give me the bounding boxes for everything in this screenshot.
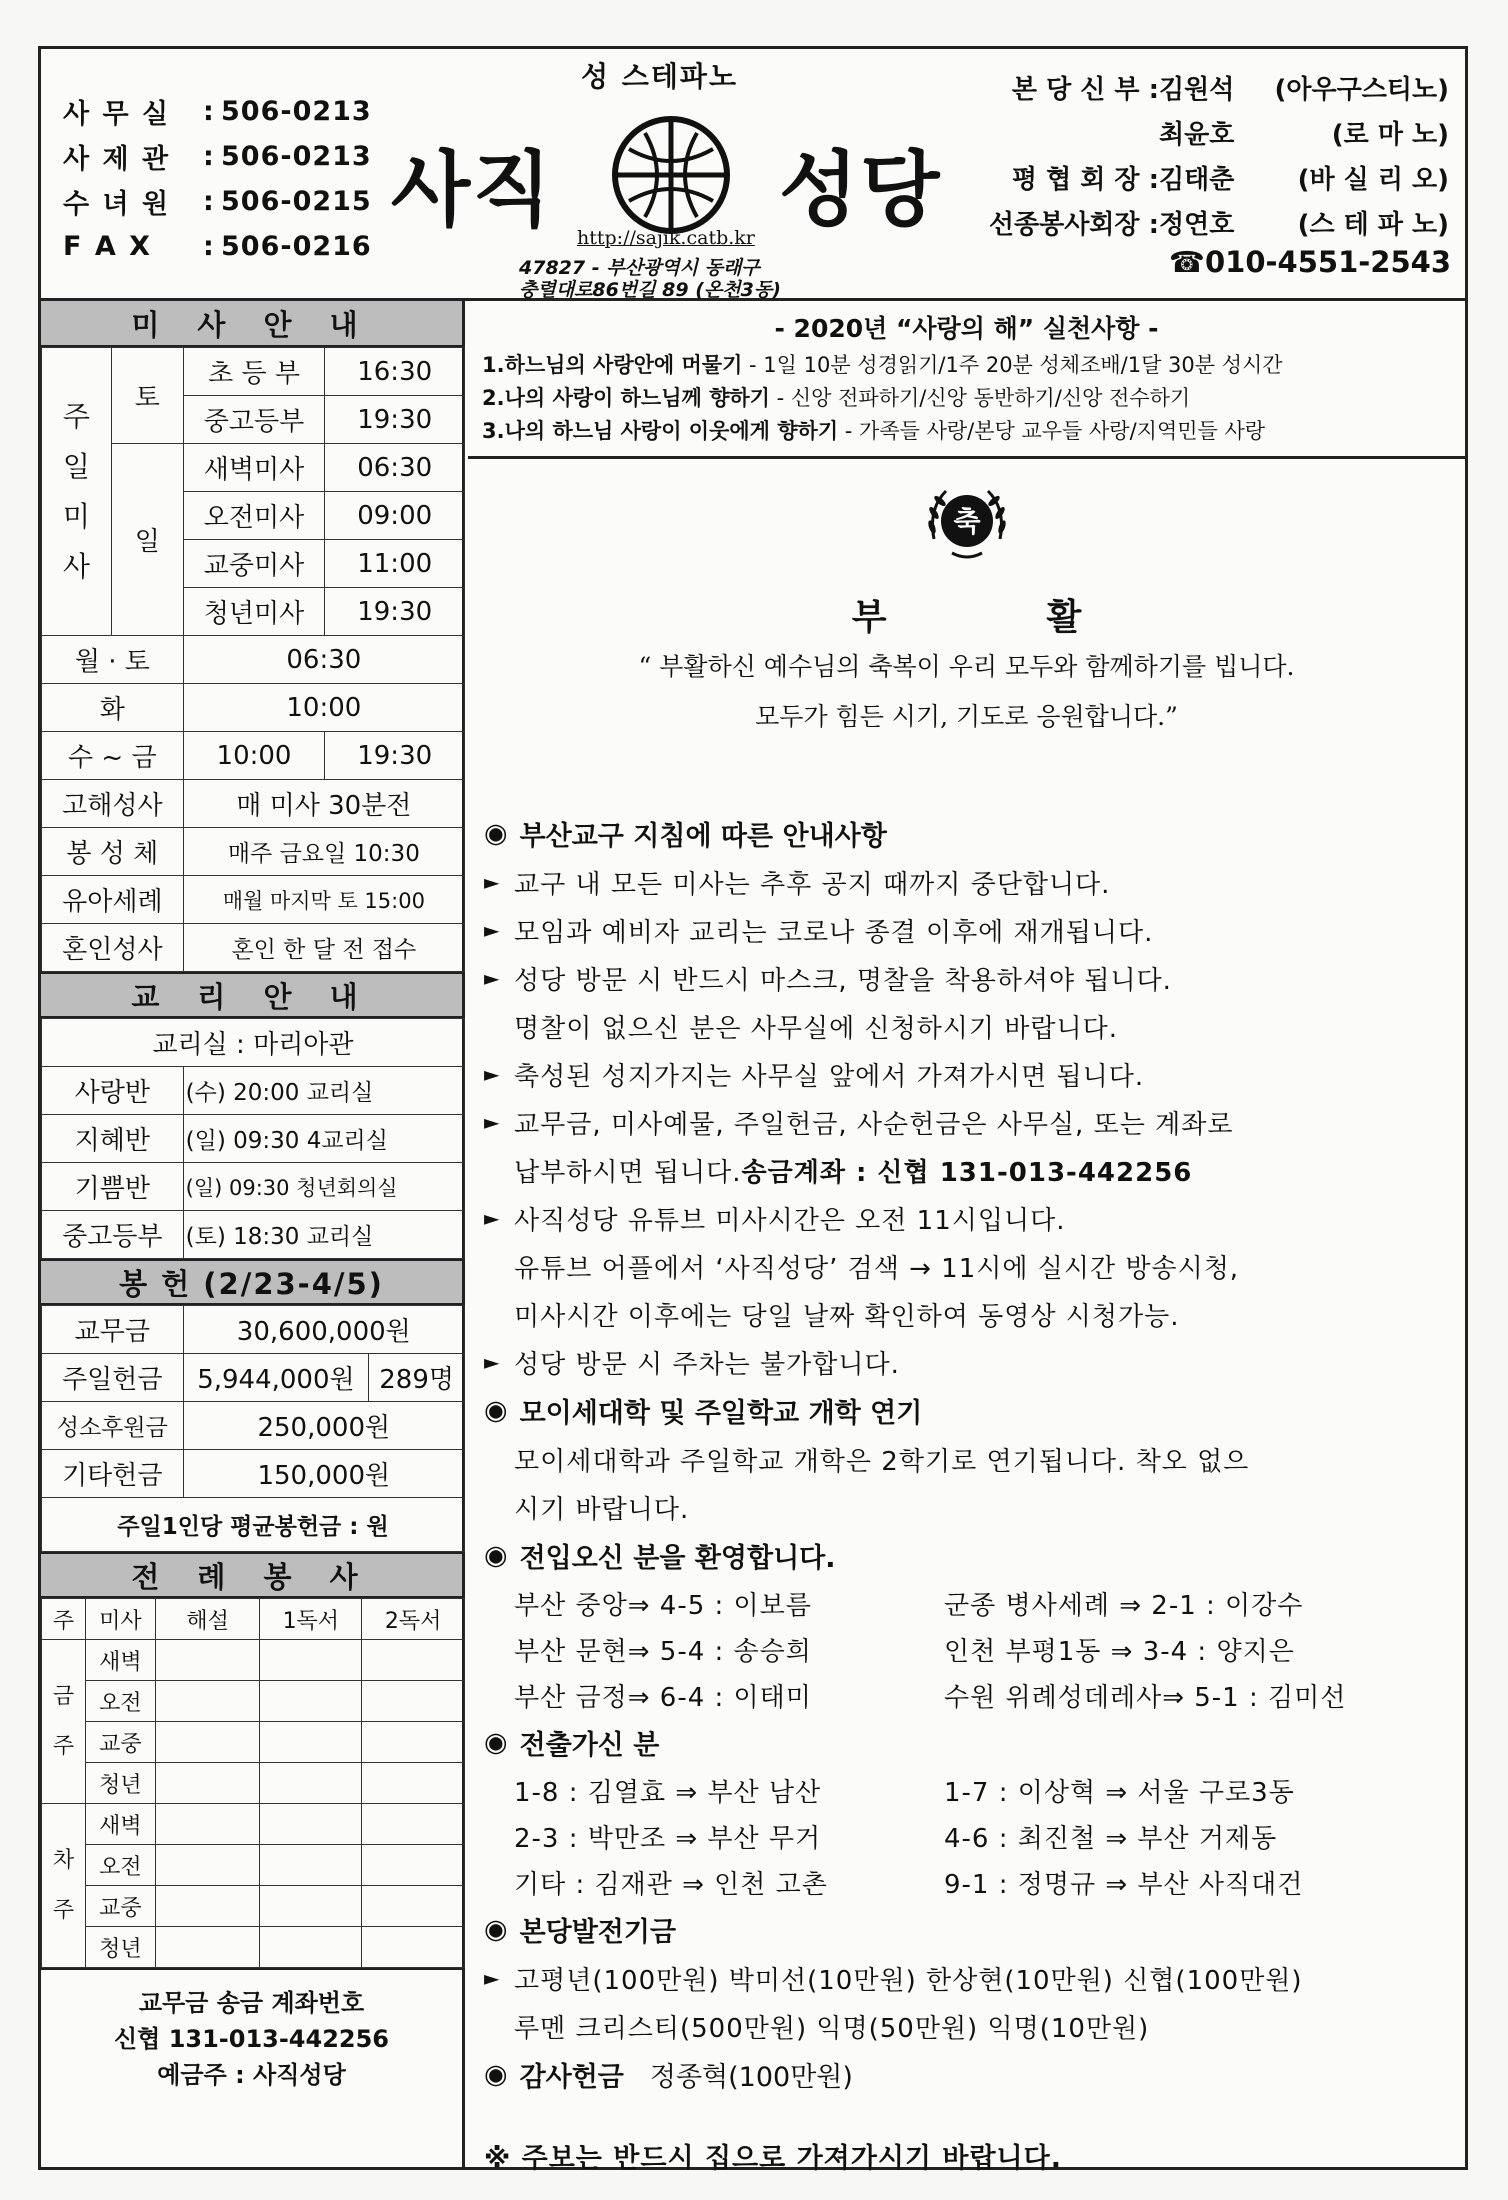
- list-item: [484, 1813, 1454, 1859]
- easter-title: 부활: [851, 597, 1242, 638]
- duty-cell[interactable]: [155, 1722, 260, 1763]
- staff-baptismal: (바 실 리 오): [1297, 165, 1449, 195]
- offering-name: 성소후원금: [42, 1402, 184, 1450]
- target-bullet-icon: ◉: [484, 1540, 508, 1571]
- notices: [484, 809, 1454, 2183]
- contact-number: 506-0216: [221, 231, 372, 262]
- staff-role: 선종봉사회장 :: [988, 210, 1159, 240]
- duty-cell[interactable]: [155, 1681, 260, 1722]
- offering-name: 주일헌금: [42, 1354, 184, 1402]
- triangle-bullet-icon: ►: [484, 1966, 501, 1990]
- notice-heading: [484, 1386, 1454, 1435]
- practice-item-detail: - 1일 10분 성경읽기/1주 20분 성체조배/1달 30분 성시간: [742, 353, 1283, 377]
- staff-name: 최윤호: [1159, 120, 1235, 150]
- sacrament-name: 유아세례: [42, 876, 184, 924]
- offering-amount: 5,944,000원: [183, 1354, 369, 1402]
- mass-time: 19:30: [325, 588, 465, 636]
- patron-saint: 성 스테파노: [581, 60, 738, 93]
- transfer-out-entry: 4-6 : 최진철 ⇒ 부산 거제동: [944, 1823, 1278, 1854]
- notice-text: 모임과 예비자 교리는 코로나 종결 이후에 재개됩니다.: [514, 917, 1154, 948]
- duty-cell[interactable]: [260, 1886, 362, 1927]
- mass-name: 새벽미사: [183, 444, 325, 492]
- notice-heading-text: 전입오신 분을 환영합니다.: [519, 1543, 836, 1574]
- mass-slot: 새벽: [85, 1804, 155, 1845]
- list-item: [484, 1672, 1454, 1718]
- mass-schedule-table: [41, 347, 465, 972]
- notice-text: 축성된 성지가지는 사무실 앞에서 가져가시면 됩니다.: [514, 1061, 1145, 1092]
- duty-cell[interactable]: [260, 1763, 362, 1804]
- catechism-table: [41, 1018, 465, 1259]
- duty-cell[interactable]: [155, 1640, 260, 1681]
- transfer-in-entry: 부산 중앙⇒ 4-5 : 이보름: [514, 1590, 812, 1621]
- duty-cell[interactable]: [362, 1722, 465, 1763]
- list-item: [484, 1580, 1454, 1626]
- easter-message-line-1: “ 부활하신 예수님의 축복이 우리 모두와 함께하기를 빕니다.: [638, 652, 1295, 681]
- contact-rectory: 사 제 관 : 506-0213: [63, 134, 372, 179]
- mass-name: 청년미사: [183, 588, 325, 636]
- mass-slot: 교중: [85, 1722, 155, 1763]
- staff-assistant: [979, 110, 1449, 155]
- table-row: [42, 1450, 465, 1498]
- table-row: [42, 732, 465, 780]
- offering-name: 기타헌금: [42, 1450, 184, 1498]
- table-row: [42, 1306, 465, 1354]
- duty-cell[interactable]: [155, 1804, 260, 1845]
- target-bullet-icon: ◉: [484, 1727, 508, 1758]
- sacrament-name: 고해성사: [42, 780, 184, 828]
- mass-slot: 청년: [85, 1763, 155, 1804]
- class-name: 사랑반: [42, 1067, 184, 1115]
- notice-text: 교무금, 미사예물, 주일헌금, 사순헌금은 사무실, 또는 계좌로: [514, 1109, 1234, 1140]
- notice-heading-text: 전출가신 분: [519, 1730, 660, 1761]
- weekday-time: 06:30: [183, 636, 464, 684]
- this-week-label-text: 금주: [52, 1683, 75, 1759]
- staff-funeral-president: [979, 200, 1449, 245]
- notice-item: [484, 1954, 1454, 2002]
- sacrament-value: 혼인 한 달 전 접수: [183, 924, 464, 972]
- table-row: [42, 1640, 465, 1681]
- table-row: [42, 1763, 465, 1804]
- bank-account-text: 송금계좌 : 신협 131-013-442256: [741, 1157, 1193, 1188]
- account-holder: 예금주 : 사직성당: [157, 2061, 346, 2089]
- duty-cell[interactable]: [155, 1763, 260, 1804]
- transfer-in-entry: 수원 위례성데레사⇒ 5-1 : 김미선: [944, 1682, 1347, 1713]
- table-row: [42, 1402, 465, 1450]
- sunday-label: 일: [111, 444, 183, 636]
- contact-number: 506-0213: [221, 141, 372, 172]
- table-row: [42, 1211, 465, 1259]
- year-practice-box: [468, 301, 1465, 459]
- table-row: [42, 1804, 465, 1845]
- column-header: 주: [42, 1599, 86, 1640]
- column-header: 1독서: [260, 1599, 362, 1640]
- weekday-time: 10:00: [183, 732, 325, 780]
- offering-count: 289명: [369, 1354, 465, 1402]
- table-row: [42, 1927, 465, 1968]
- offering-amount: 250,000원: [183, 1402, 464, 1450]
- contact-label: 수 녀 원: [63, 189, 171, 220]
- transfer-out-entry: 9-1 : 정명규 ⇒ 부산 사직대건: [944, 1869, 1304, 1900]
- table-row: [42, 1354, 465, 1402]
- triangle-bullet-icon: ►: [484, 1110, 501, 1134]
- sacrament-value: 매주 금요일 10:30: [183, 828, 464, 876]
- table-row: [42, 1498, 465, 1552]
- notice-text: 모이세대학과 주일학교 개학은 2학기로 연기됩니다. 착오 없으: [514, 1446, 1250, 1477]
- practice-item: [482, 349, 1451, 382]
- table-row: [42, 1019, 465, 1067]
- notice-text: 교구 내 모든 미사는 추후 공지 때까지 중단합니다.: [514, 869, 1111, 900]
- duty-cell[interactable]: [362, 1886, 465, 1927]
- website-link[interactable]: http://sajik.catb.kr: [577, 227, 755, 249]
- mass-time: 11:00: [325, 540, 465, 588]
- mass-name: 교중미사: [183, 540, 325, 588]
- notice-heading: [484, 1718, 1454, 1767]
- practice-item-head: 1.하느님의 사랑안에 머물기: [482, 353, 743, 377]
- donor-list: 고평년(100만원) 박미선(10만원) 한상현(10만원) 신협(100만원): [514, 1965, 1303, 1996]
- class-value: (일) 09:30 청년회의실: [183, 1163, 464, 1211]
- notice-item: [484, 1050, 1454, 1098]
- column-header: 2독서: [362, 1599, 465, 1640]
- duty-cell[interactable]: [260, 1640, 362, 1681]
- sidebar-info: [41, 301, 465, 2167]
- notice-item-continued: [484, 1483, 1454, 1531]
- sacrament-value: 매 미사 30분전: [183, 780, 464, 828]
- weekday-name: 수 ~ 금: [42, 732, 184, 780]
- sunday-mass-label: [42, 348, 112, 636]
- contact-number: 506-0215: [221, 186, 372, 217]
- staff-name: 정연호: [1159, 210, 1235, 240]
- notice-text: 미사시간 이후에는 당일 날짜 확인하여 동영상 시청가능.: [514, 1301, 1180, 1332]
- easter-message-line-2: 모두가 힘든 시기, 기도로 응원합니다.”: [755, 702, 1178, 731]
- duty-cell[interactable]: [155, 1845, 260, 1886]
- weekday-time: 10:00: [183, 684, 464, 732]
- transfer-in-entry: 부산 금정⇒ 6-4 : 이태미: [514, 1682, 812, 1713]
- offering-table: [41, 1305, 465, 1552]
- bulletin-page: [38, 46, 1468, 2174]
- catechism-room: 교리실 : 마리아관: [42, 1019, 465, 1067]
- list-item: [484, 1626, 1454, 1672]
- table-row: [42, 780, 465, 828]
- transfer-out-entry: 기타 : 김재관 ⇒ 인천 고촌: [514, 1869, 828, 1900]
- contact-label: 사 제 관: [63, 144, 171, 175]
- practice-item: [482, 415, 1451, 448]
- practice-item-head: 2.나의 사랑이 하느님께 향하기: [482, 386, 770, 410]
- notice-heading: [484, 809, 1454, 858]
- notice-item-continued: [484, 1242, 1454, 1290]
- mass-slot: 오전: [85, 1681, 155, 1722]
- staff-baptismal: (아우구스티노): [1274, 75, 1449, 105]
- this-week-label: [42, 1640, 86, 1804]
- main-content: [468, 301, 1465, 2174]
- address-line-1: 47827 - 부산광역시 동래구: [519, 257, 760, 279]
- duty-cell[interactable]: [362, 1640, 465, 1681]
- notice-text: 명찰이 없으신 분은 사무실에 신청하시기 바랍니다.: [514, 1013, 1119, 1044]
- table-row: [42, 348, 465, 396]
- table-row: [42, 1722, 465, 1763]
- staff-name: 김원석: [1159, 75, 1235, 105]
- triangle-bullet-icon: ►: [484, 1206, 501, 1230]
- notice-item: [484, 858, 1454, 906]
- mass-time: 19:30: [325, 396, 465, 444]
- mass-slot: 청년: [85, 1927, 155, 1968]
- notice-item-continued: [484, 1002, 1454, 1050]
- church-name-left: 사직: [391, 142, 554, 238]
- class-value: (일) 09:30 4교리실: [183, 1115, 464, 1163]
- transfer-out-entry: 2-3 : 박만조 ⇒ 부산 무거: [514, 1823, 822, 1854]
- class-value: (수) 20:00 교리실: [183, 1067, 464, 1115]
- account-number: 신협 131-013-442256: [113, 2025, 390, 2053]
- notice-text: 사직성당 유튜브 미사시간은 오전 11시입니다.: [514, 1205, 1066, 1236]
- phone-number: ☎010-4551-2543: [1168, 245, 1451, 279]
- contact-convent: 수 녀 원 : 506-0215: [63, 179, 372, 224]
- notice-text: 유튜브 어플에서 ‘사직성당’ 검색 → 11시에 실시간 방송시청,: [514, 1253, 1240, 1284]
- table-row: [42, 1845, 465, 1886]
- liturgy-title: 전 례 봉 사: [41, 1552, 462, 1598]
- sacrament-value: 매월 마지막 토 15:00: [183, 876, 464, 924]
- notice-item: [484, 1098, 1454, 1146]
- offering-amount: 150,000원: [183, 1450, 464, 1498]
- weekday-name: 월 · 토: [42, 636, 184, 684]
- sunday-mass-label-text: 주일미사: [62, 399, 90, 583]
- contact-office: 사 무 실 : 506-0213: [63, 89, 372, 134]
- closing-note: ※ 주보는 반드시 집으로 가져가시기 바랍니다.: [484, 2142, 1062, 2174]
- triangle-bullet-icon: ►: [484, 1350, 501, 1374]
- triangle-bullet-icon: ►: [484, 870, 501, 894]
- class-name: 지혜반: [42, 1115, 184, 1163]
- staff-baptismal: (스 테 파 노): [1297, 210, 1449, 240]
- column-header: 미사: [85, 1599, 155, 1640]
- practice-title: - 2020년 “사랑의 해” 실천사항 -: [774, 314, 1159, 343]
- class-name: 중고등부: [42, 1211, 184, 1259]
- mass-time: 16:30: [325, 348, 465, 396]
- notice-item: [484, 1194, 1454, 1242]
- triangle-bullet-icon: ►: [484, 1062, 501, 1086]
- triangle-bullet-icon: ►: [484, 966, 501, 990]
- table-row: [42, 1886, 465, 1927]
- mass-slot: 오전: [85, 1845, 155, 1886]
- saturday-label: 토: [111, 348, 183, 444]
- notice-text: 납부하시면 됩니다.: [514, 1157, 742, 1188]
- notice-item: [484, 1338, 1454, 1386]
- next-week-label: [42, 1804, 86, 1968]
- table-row: [42, 924, 465, 972]
- contact-fax: F A X : 506-0216: [63, 231, 372, 262]
- offering-title: 봉 헌 (2/23-4/5): [41, 1259, 462, 1305]
- staff-pastor: [979, 65, 1449, 110]
- table-row: [42, 828, 465, 876]
- transfer-in-entry: 인천 부평1동 ⇒ 3-4 : 양지은: [944, 1636, 1295, 1667]
- class-name: 기쁨반: [42, 1163, 184, 1211]
- list-item: [484, 1767, 1454, 1813]
- duty-cell[interactable]: [260, 1804, 362, 1845]
- notice-item-continued: [484, 1146, 1454, 1194]
- notice-item-continued: [484, 1290, 1454, 1338]
- duty-cell[interactable]: [362, 1804, 465, 1845]
- list-item: [484, 1859, 1454, 1905]
- notice-item-continued: [484, 1435, 1454, 1483]
- staff-role: 평 협 회 장 :: [1011, 165, 1159, 195]
- duty-cell[interactable]: [155, 1927, 260, 1968]
- target-bullet-icon: ◉: [484, 818, 508, 849]
- offering-amount: 30,600,000원: [183, 1306, 464, 1354]
- target-bullet-icon: ◉: [484, 1395, 508, 1426]
- account-title: 교무금 송금 계좌번호: [138, 1989, 365, 2017]
- duty-cell[interactable]: [155, 1886, 260, 1927]
- staff-council-president: [979, 155, 1449, 200]
- table-row: [42, 684, 465, 732]
- table-row: [42, 1115, 465, 1163]
- laurel-wreath-icon: [922, 479, 1012, 569]
- transfer-in-entry: 부산 문현⇒ 5-4 : 송승희: [514, 1636, 812, 1667]
- donor-list: 루멘 크리스티(500만원) 익명(50만원) 익명(10만원): [514, 2013, 1150, 2044]
- easter-greeting: [468, 479, 1465, 740]
- table-row: [42, 1599, 465, 1640]
- practice-item-detail: - 가족들 사랑/본당 교우들 사랑/지역민들 사랑: [838, 419, 1266, 443]
- sacrament-name: 봉 성 체: [42, 828, 184, 876]
- average-offering: 주일1인당 평균봉헌금 : 원: [42, 1498, 465, 1552]
- duty-cell[interactable]: [260, 1845, 362, 1886]
- notice-text: 성당 방문 시 주차는 불가합니다.: [514, 1349, 900, 1380]
- celebration-badge-text: 축: [952, 505, 981, 538]
- duty-cell[interactable]: [362, 1681, 465, 1722]
- sacrament-name: 혼인성사: [42, 924, 184, 972]
- transfer-in-entry: 군종 병사세례 ⇒ 2-1 : 이강수: [944, 1590, 1304, 1621]
- column-header: 해설: [155, 1599, 260, 1640]
- table-row: [42, 876, 465, 924]
- notice-heading-text: 부산교구 지침에 따른 안내사항: [519, 821, 887, 852]
- parish-cross-logo-icon: [609, 113, 733, 237]
- duty-cell[interactable]: [260, 1927, 362, 1968]
- staff-name: 김태춘: [1159, 165, 1235, 195]
- practice-item: [482, 382, 1451, 415]
- notice-heading-text: 본당발전기금: [519, 1917, 677, 1948]
- notice-heading: [484, 1531, 1454, 1580]
- contact-label: F A X: [63, 231, 152, 262]
- weekday-name: 화: [42, 684, 184, 732]
- notice-heading-text: 감사헌금: [519, 2062, 624, 2093]
- church-name-right: 성당: [779, 142, 942, 238]
- mass-name: 초 등 부: [183, 348, 325, 396]
- mass-schedule-title: 미 사 안 내: [41, 301, 462, 347]
- mass-time: 09:00: [325, 492, 465, 540]
- transfer-out-entry: 1-7 : 이상혁 ⇒ 서울 구로3동: [944, 1777, 1295, 1808]
- table-row: [42, 1067, 465, 1115]
- practice-item-head: 3.나의 하느님 사랑이 이웃에게 향하기: [482, 419, 839, 443]
- mass-time: 06:30: [325, 444, 465, 492]
- notice-heading: [484, 1905, 1454, 1954]
- notice-heading: [484, 2050, 1454, 2099]
- notice-text: 시기 바랍니다.: [514, 1494, 690, 1525]
- address-line-2: 충렬대로86번길 89 (온천3동): [519, 279, 781, 301]
- notice-heading-text: 모이세대학 및 주일학교 개학 연기: [519, 1398, 923, 1429]
- contact-number: 506-0213: [221, 96, 372, 127]
- catechism-title: 교 리 안 내: [41, 972, 462, 1018]
- mass-slot: 교중: [85, 1886, 155, 1927]
- triangle-bullet-icon: ►: [484, 918, 501, 942]
- staff-baptismal: (로 마 노): [1331, 120, 1449, 150]
- table-row: [42, 1681, 465, 1722]
- notice-item: [484, 954, 1454, 1002]
- duty-cell[interactable]: [260, 1722, 362, 1763]
- table-row: [42, 1163, 465, 1211]
- contact-list: [63, 89, 372, 269]
- notice-text: 성당 방문 시 반드시 마스크, 명찰을 착용하셔야 됩니다.: [514, 965, 1172, 996]
- duty-cell[interactable]: [362, 1763, 465, 1804]
- duty-cell[interactable]: [362, 1845, 465, 1886]
- thanksgiving-donor: 정종혁(100만원): [649, 2062, 853, 2093]
- next-week-label-text: 차주: [52, 1847, 75, 1923]
- practice-item-detail: - 신앙 전파하기/신앙 동반하기/신앙 전수하기: [769, 386, 1191, 410]
- table-row: [42, 636, 465, 684]
- notice-item-continued: [484, 2002, 1454, 2050]
- mass-name: 중고등부: [183, 396, 325, 444]
- weekday-time: 19:30: [325, 732, 465, 780]
- target-bullet-icon: ◉: [484, 1914, 508, 1945]
- donation-account-box: [41, 1968, 462, 2108]
- staff-list: [979, 65, 1449, 245]
- offering-name: 교무금: [42, 1306, 184, 1354]
- target-bullet-icon: ◉: [484, 2059, 508, 2090]
- class-value: (토) 18:30 교리실: [183, 1211, 464, 1259]
- duty-cell[interactable]: [362, 1927, 465, 1968]
- duty-cell[interactable]: [260, 1681, 362, 1722]
- mass-slot: 새벽: [85, 1640, 155, 1681]
- transfer-out-entry: 1-8 : 김열효 ⇒ 부산 남산: [514, 1777, 822, 1808]
- contact-label: 사 무 실: [63, 99, 171, 130]
- masthead: [41, 49, 1465, 301]
- notice-item: [484, 906, 1454, 954]
- mass-name: 오전미사: [183, 492, 325, 540]
- liturgy-duty-table: [41, 1598, 465, 1968]
- staff-role: 본 당 신 부 :: [1011, 75, 1159, 105]
